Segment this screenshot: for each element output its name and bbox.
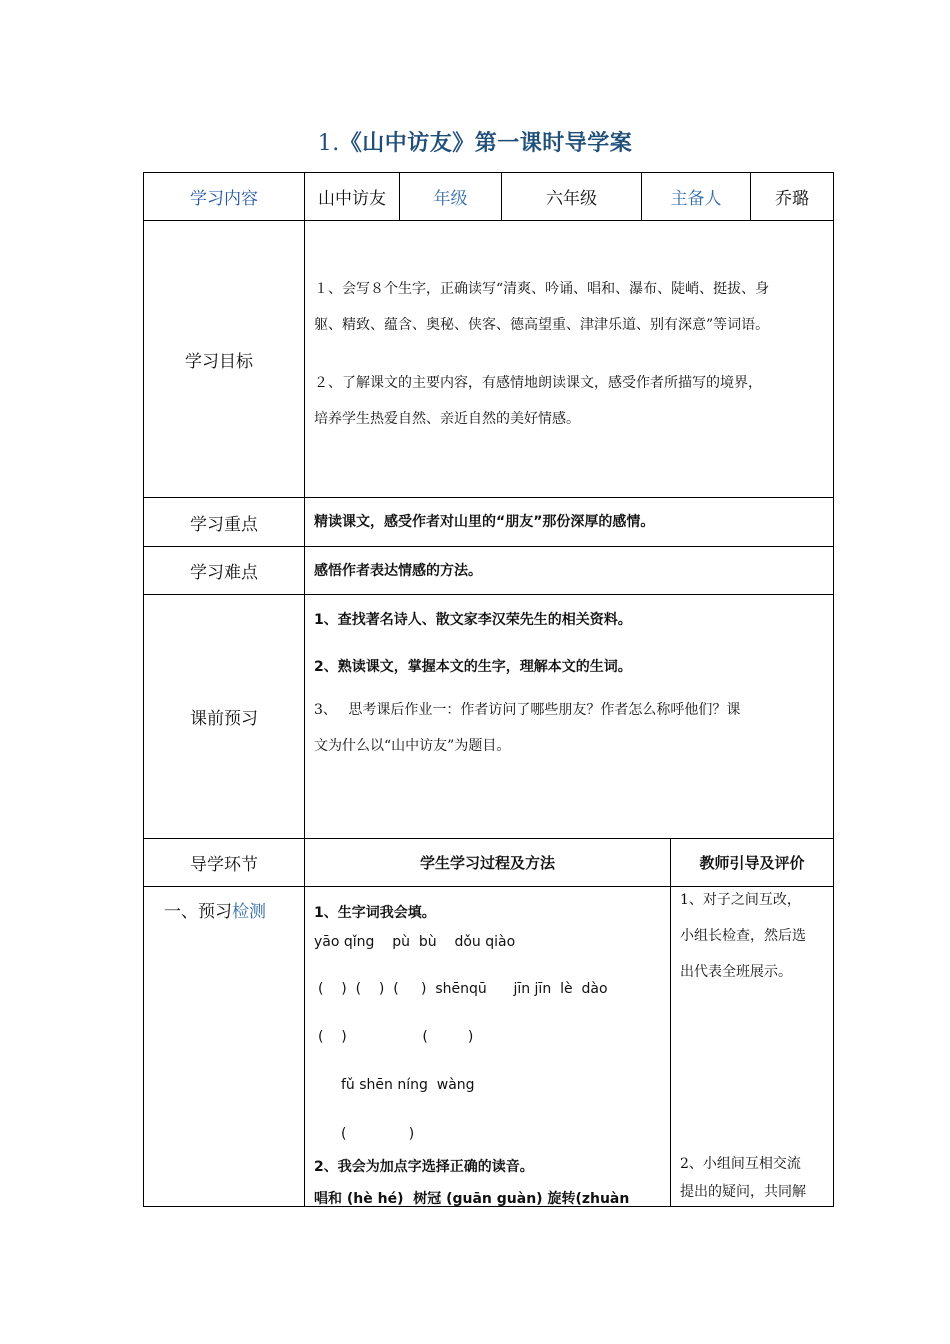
guide-col1-header: 导学环节 [190,855,258,875]
key-point-label: 学习重点 [190,514,258,535]
objective-2-line-1: ２、了解课文的主要内容，有感情地朗读课文，感受作者所描写的境界， [314,375,762,391]
teacher-note-2 [680,1150,830,1206]
teacher-note-2-line-2: 提出的疑问，共同解 [680,1184,806,1200]
blank-row-3: ( ) [341,1126,415,1142]
teacher-note-1-line-3: 出代表全班展示。 [680,964,792,980]
difficulty-text: 感悟作者表达情感的方法。 [314,563,482,579]
q2-line: 唱和 (hè hé) 树冠 (guān guàn) 旋转(zhuàn [314,1191,630,1207]
grade-label: 年级 [433,189,468,209]
grade-value: 六年级 [546,189,597,209]
guide-col3-header: 教师引导及评价 [699,854,805,872]
title-text: 《山中访友》第一课时导学案 [339,131,633,156]
teacher-note-1 [680,882,830,990]
table-rule [833,172,834,1207]
section-1-label [164,897,266,922]
key-point-text: 精读课文，感受作者对山里的“朋友”那份深厚的感情。 [314,514,655,530]
guide-col2-header: 学生学习过程及方法 [419,854,555,872]
preview-item-3-line-2: 文为什么以“山中访友”为题目。 [314,738,511,754]
q2-title: 2、我会为加点字选择正确的读音。 [314,1159,534,1175]
preparer-value: 乔璐 [775,189,809,209]
preview-item-3 [314,692,829,764]
pinyin-row-1: yāo qǐng pù bù dǒu qiào [314,934,516,950]
objectives-text [314,271,829,437]
preview-label: 课前预习 [190,709,258,729]
objective-1-line-2: 躯、精致、蕴含、奥秘、侠客、德高望重、津津乐道、别有深意”等词语。 [314,317,770,333]
pinyin-row-2: fǔ shēn níng wàng [341,1077,475,1093]
content-value: 山中访友 [318,189,386,209]
objective-2-line-2: 培养学生热爱自然、亲近自然的美好情感。 [314,411,580,427]
teacher-note-1-line-1: 1、对子之间互改， [680,892,801,908]
section-1-label-suffix: 检测 [232,902,266,922]
document-title [0,126,950,157]
blank-row-2: ( ) ( ) [318,1029,474,1045]
teacher-note-2-line-1: 2、小组间互相交流 [680,1156,801,1172]
difficulty-label: 学习难点 [190,563,258,583]
blank-row-1: ( ) ( ) ( ) shēnqū jīn jīn lè dào [318,981,608,997]
preview-item-1: 1、查找著名诗人、散文家李汉荣先生的相关资料。 [314,612,632,628]
objectives-label: 学习目标 [185,351,253,372]
preparer-label: 主备人 [670,189,722,209]
objective-1-line-1: １、会写８个生字，正确读写“清爽、吟诵、唱和、瀑布、陡峭、挺拔、身 [314,281,770,297]
section-1-label-prefix: 一、预习 [164,902,232,922]
title-number: 1. [317,131,340,156]
preview-item-2: 2、熟读课文，掌握本文的生字，理解本文的生词。 [314,659,632,675]
preview-item-3-line-1: 3、 思考课后作业一：作者访问了哪些朋友？作者怎么称呼他们？课 [314,702,741,718]
table-rule [670,838,671,1207]
q1-title: 1、生字词我会填。 [314,905,436,921]
content-label: 学习内容 [190,189,258,209]
teacher-note-1-line-2: 小组长检查，然后选 [680,928,806,944]
table-rule [304,172,305,1207]
